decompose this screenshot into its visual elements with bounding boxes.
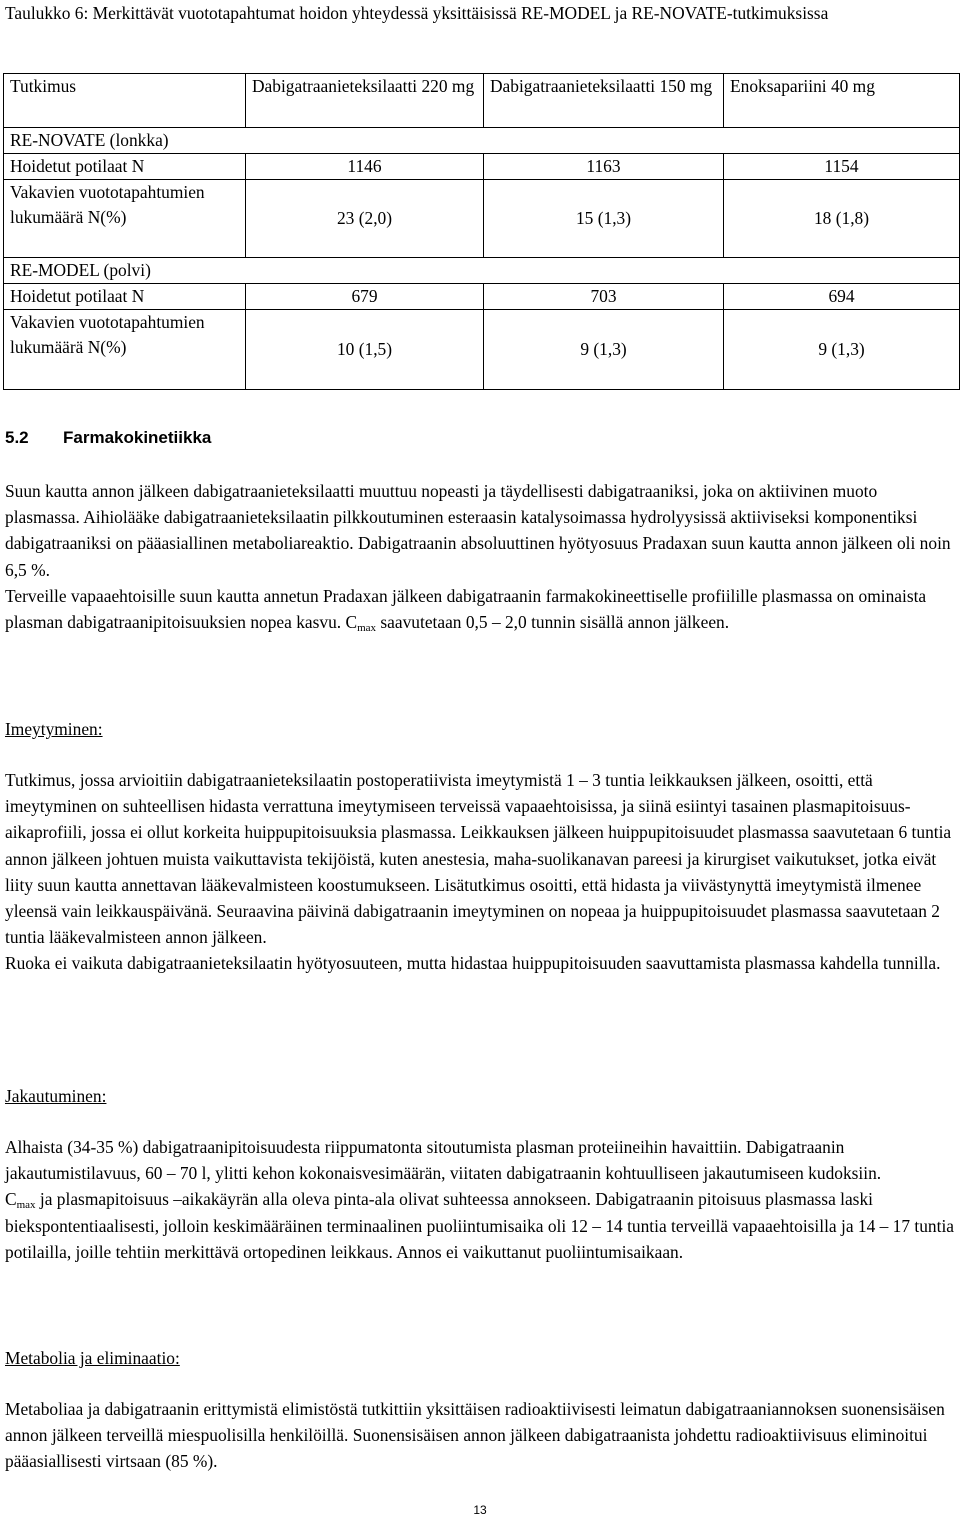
subscript: max (357, 622, 377, 635)
intro-paragraph: Suun kautta annon jälkeen dabigatraanieteksilaatti muuttuu nopeasti ja täydellisesti dabigatraaniksi, joka on aktiivinen muoto plasmassa. Aihiolääke dabigatraanieteksilaatin pilkkoutuminen esteraasin katalysoimassa hydrolyysissä aktiiviseksi komponentiksi dabigatraaniksi on pääasiallinen metaboliareaktio. Dabigatraanin absoluuttinen hyötyosuus Pradaxan suun kautta annon jälkeen oli noin 6,5 %. (5, 481, 951, 580)
table-cell: 23 (2,0) (246, 180, 484, 258)
distribution-paragraphs (5, 1134, 955, 1265)
table-cell: 9 (1,3) (724, 310, 960, 390)
absorption-paragraphs (5, 767, 955, 977)
table-cell: 1146 (246, 154, 484, 180)
table-header-row (4, 74, 960, 128)
table-cell: 1163 (484, 154, 724, 180)
table-section-row (4, 258, 960, 284)
row-label: Vakavien vuototapahtumien lukumäärä N(%) (4, 310, 246, 390)
table-row (4, 154, 960, 180)
header-cell: Tutkimus (4, 74, 246, 128)
row-label: Hoidetut potilaat N (4, 154, 246, 180)
table-cell: 703 (484, 284, 724, 310)
absorption-paragraph: Tutkimus, jossa arvioitiin dabigatraanieteksilaatin postoperatiivista imeytymistä 1 – 3 tuntia leikkauksen jälkeen, osoitti, että imeytyminen on suhteellisen hidasta verrattuna imeytymiseen terveissä vapaaehtoisissa, ja siinä esiintyi tasainen plasmapitoisuus-aikaprofiili, jossa ei ollut korkeita huippupitoisuuksia plasmassa. Leikkauksen jälkeen huippupitoisuudet plasmassa saavutetaan 6 tuntia annon jälkeen johtuen muista vaikuttavista tekijöistä, kuten anestesia, maha-suolikanavan pareesi ja kirurgiset vaikutukset, jotka eivät liity suun kautta annettavan lääkevalmisteen koostumukseen. Lisätutkimus osoitti, että hidasta ja viivästynyttä imeytymistä ilmenee yleensä vain leikkauspäivänä. Seuraavina päivinä dabigatraanin imeytyminen on nopeaa ja huippupitoisuudet plasmassa saavutetaan 2 tuntia lääkevalmisteen annon jälkeen. (5, 770, 952, 948)
bleeding-events-table (3, 73, 960, 390)
text-span: C (5, 1189, 17, 1210)
distribution-paragraph-cmax (5, 1186, 955, 1265)
section-cell: RE-MODEL (polvi) (4, 258, 960, 284)
text-span: Terveille vapaaehtoisille suun kautta annetun Pradaxan jälkeen dabigatraanin farmakokineettiselle profiilille plasmassa on ominaista plasman dabigatraanipitoisuuksien nopea kasvu. C (5, 585, 927, 633)
page-number: 13 (473, 1503, 487, 1517)
table-row (4, 284, 960, 310)
row-label: Hoidetut potilaat N (4, 284, 246, 310)
text-span: saavutetaan 0,5 – 2,0 tunnin sisällä annon jälkeen. (376, 612, 730, 633)
section-heading (5, 425, 211, 451)
metabolism-heading: Metabolia ja eliminaatio: (5, 1348, 180, 1368)
metabolism-paragraph: Metaboliaa ja dabigatraanin erittymistä elimistöstä tutkittiin yksittäisen radioaktiivisesti leimatun dabigatraaniannoksen suonensisäisen annon jälkeen terveillä miespuolisilla henkilöillä. Suonensisäisen annon jälkeen dabigatraanista johdettu radioaktiivisuus eliminoitui pääasiallisesti virtsaan (85 %). (5, 1399, 945, 1472)
header-cell: Dabigatraanieteksilaatti 220 mg (246, 74, 484, 128)
metabolism-paragraphs (5, 1396, 955, 1475)
text-span: ja plasmapitoisuus –aikakäyrän alla oleva pinta-ala olivat suhteessa annokseen. Dabigatraanin pitoisuus plasmassa laski biekspontentiaalisesti, jolloin keskimääräinen terminaalinen puoliintumisaika oli 12 – 14 tuntia terveillä vapaaehtoisilla ja 14 – 17 tuntia potilailla, joille tehtiin merkittävä ortopedinen leikkaus. Annos ei vaikuttanut puoliintumisaikaan. (5, 1189, 955, 1262)
intro-paragraphs (5, 478, 955, 635)
intro-paragraph-cmax (5, 583, 955, 635)
section-number: 5.2 (5, 428, 29, 447)
table-cell: 694 (724, 284, 960, 310)
absorption-heading: Imeytyminen: (5, 719, 103, 739)
absorption-paragraph: Ruoka ei vaikuta dabigatraanieteksilaatin hyötyosuuteen, mutta hidastaa huippupitoisuuden saavuttamista plasmassa kahdella tunnilla. (5, 953, 941, 974)
table-cell: 10 (1,5) (246, 310, 484, 390)
header-cell: Dabigatraanieteksilaatti 150 mg (484, 74, 724, 128)
section-cell: RE-NOVATE (lonkka) (4, 128, 960, 154)
table-cell: 18 (1,8) (724, 180, 960, 258)
table-caption: Taulukko 6: Merkittävät vuototapahtumat hoidon yhteydessä yksittäisissä RE-MODEL ja RE-NOVATE-tutkimuksissa (5, 3, 829, 23)
table-row (4, 180, 960, 258)
table-row (4, 310, 960, 390)
distribution-heading: Jakautuminen: (5, 1086, 107, 1106)
table-cell: 1154 (724, 154, 960, 180)
header-cell: Enoksapariini 40 mg (724, 74, 960, 128)
row-label: Vakavien vuototapahtumien lukumäärä N(%) (4, 180, 246, 258)
subscript: max (16, 1199, 36, 1212)
section-title: Farmakokinetiikka (63, 428, 212, 447)
table-cell: 15 (1,3) (484, 180, 724, 258)
table-section-row (4, 128, 960, 154)
distribution-paragraph: Alhaista (34-35 %) dabigatraanipitoisuudesta riippumatonta sitoutumista plasman proteiineihin havaittiin. Dabigatraanin jakautumistilavuus, 60 – 70 l, ylitti kehon kokonaisvesimäärän, viitaten dabigatraanin kohtuulliseen jakautumiseen kudoksiin. (5, 1137, 882, 1184)
table-cell: 679 (246, 284, 484, 310)
table-cell: 9 (1,3) (484, 310, 724, 390)
